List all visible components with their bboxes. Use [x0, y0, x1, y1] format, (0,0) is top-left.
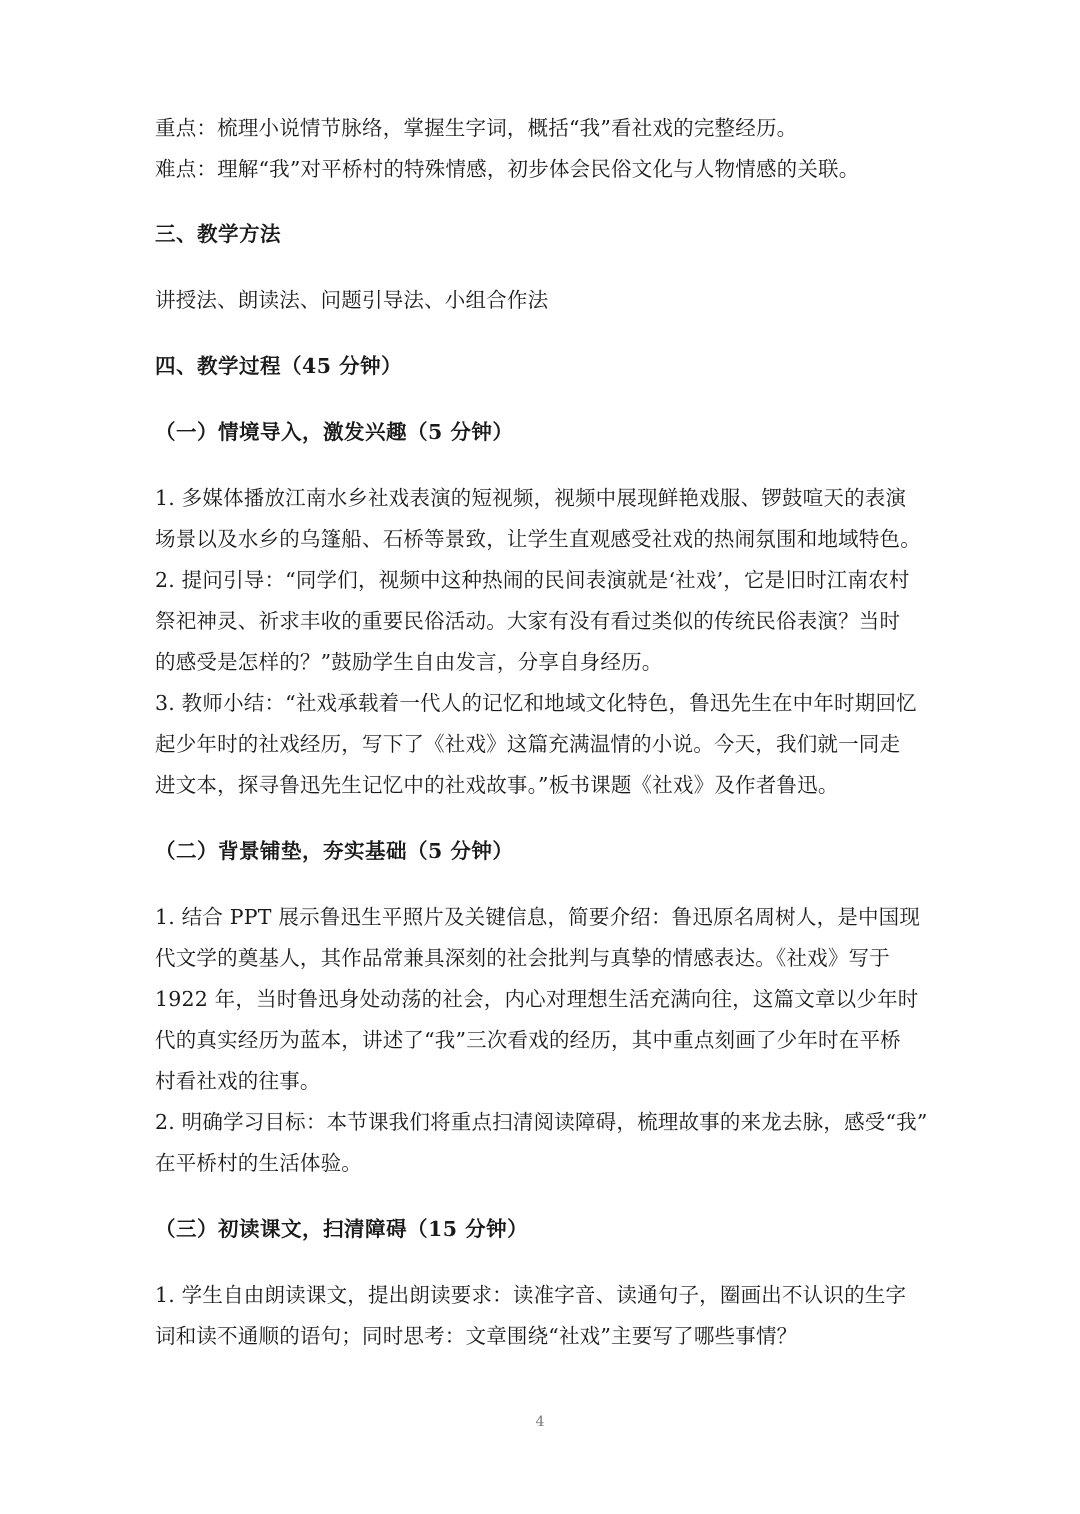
paragraph-line: 词和读不通顺的语句；同时思考：文章围绕“社戏”主要写了哪些事情？: [155, 1324, 798, 1348]
paragraph-line: 3. 教师小结：“社戏承载着一代人的记忆和地域文化特色，鲁迅先生在中年时期回忆: [155, 691, 917, 715]
paragraph-line: 祭祀神灵、祈求丰收的重要民俗活动。大家有没有看过类似的传统民俗表演？当时: [155, 609, 901, 633]
paragraph-line: 1. 多媒体播放江南水乡社戏表演的短视频，视频中展现鲜艳戏服、锣鼓喧天的表演: [155, 486, 907, 510]
section-heading-process: 四、教学过程（45 分钟）: [155, 354, 403, 378]
paragraph-line: 进文本，探寻鲁迅先生记忆中的社戏故事。”板书课题《社戏》及作者鲁迅。: [155, 773, 839, 797]
paragraph-line: 村看社戏的往事。: [155, 1069, 321, 1093]
section-heading-methods: 三、教学方法: [155, 222, 281, 246]
paragraph-line: 的感受是怎样的？”鼓励学生自由发言，分享自身经历。: [155, 650, 663, 674]
page-number: 4: [535, 1414, 545, 1430]
methods-text: 讲授法、朗读法、问题引导法、小组合作法: [155, 288, 549, 312]
paragraph-line: 2. 明确学习目标：本节课我们将重点扫清阅读障碍，梳理故事的来龙去脉，感受“我”: [155, 1110, 928, 1134]
paragraph-line: 场景以及水乡的乌篷船、石桥等景致，让学生直观感受社戏的热闹氛围和地域特色。: [155, 527, 921, 551]
paragraph-line: 代的真实经历为蓝本，讲述了“我”三次看戏的经历，其中重点刻画了少年时在平桥: [155, 1028, 901, 1052]
paragraph-line: 1922 年，当时鲁迅身处动荡的社会，内心对理想生活充满向往，这篇文章以少年时: [155, 987, 919, 1011]
paragraph-line: 1. 结合 PPT 展示鲁迅生平照片及关键信息，简要介绍：鲁迅原名周树人，是中国现: [155, 905, 921, 929]
subsection-heading-first-reading: （三）初读课文，扫清障碍（15 分钟）: [155, 1217, 529, 1241]
key-point-text: 重点：梳理小说情节脉络，掌握生字词，概括“我”看社戏的完整经历。: [155, 116, 798, 140]
paragraph-line: 2. 提问引导：“同学们，视频中这种热闹的民间表演就是‘社戏’，它是旧时江南农村: [155, 568, 910, 592]
subsection-heading-background: （二）背景铺垫，夯实基础（5 分钟）: [155, 839, 514, 863]
paragraph-line: 起少年时的社戏经历，写下了《社戏》这篇充满温情的小说。今天，我们就一同走: [155, 732, 901, 756]
paragraph-line: 在平桥村的生活体验。: [155, 1151, 362, 1175]
paragraph-line: 1. 学生自由朗读课文，提出朗读要求：读准字音、读通句子，圈画出不认识的生字: [155, 1283, 907, 1307]
subsection-heading-intro: （一）情境导入，激发兴趣（5 分钟）: [155, 420, 514, 444]
document-page: [155, 108, 930, 1357]
paragraph-line: 代文学的奠基人，其作品常兼具深刻的社会批判与真挚的情感表达。《社戏》写于: [155, 946, 890, 970]
difficulty-text: 难点：理解“我”对平桥村的特殊情感，初步体会民俗文化与人物情感的关联。: [155, 157, 860, 181]
